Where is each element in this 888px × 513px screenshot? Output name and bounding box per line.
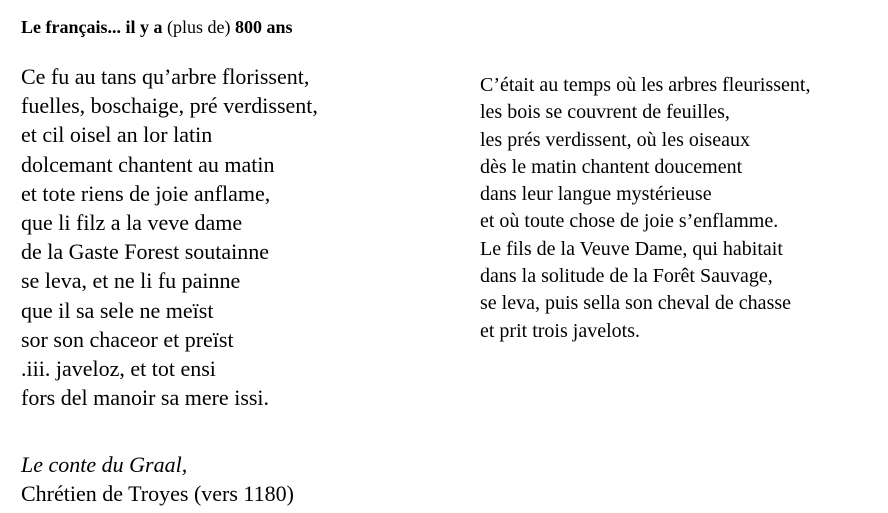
translation-line: dans la solitude de la Forêt Sauvage,	[480, 265, 773, 288]
original-text-column	[21, 62, 441, 412]
translation-line: Le fils de la Veuve Dame, qui habitait	[480, 237, 783, 260]
translation-line: et où toute chose de joie s’enflamme.	[480, 210, 779, 233]
translation-line: les bois se couvrent de feuilles,	[480, 101, 730, 124]
original-verse-line: fuelles, boschaige, pré verdissent,	[21, 93, 318, 119]
work-title: Le conte du Graal,	[21, 452, 188, 477]
original-verse-line: .iii. javeloz, et tot ensi	[21, 356, 216, 382]
original-verse-list	[21, 62, 441, 412]
translation-line: C’était au temps où les arbres fleurissent,	[480, 74, 811, 96]
page-title	[21, 16, 293, 38]
original-verse-line: et cil oisel an lor latin	[21, 122, 213, 148]
translation-verse-list	[480, 72, 880, 345]
translation-line: les prés verdissent, où les oiseaux	[480, 128, 750, 151]
translation-line: dans leur langue mystérieuse	[480, 183, 712, 206]
original-verse-line: se leva, et ne li fu painne	[21, 268, 241, 294]
title-part-2: (plus de)	[167, 17, 231, 37]
translation-line: dès le matin chantent doucement	[480, 155, 743, 178]
title-part-3: 800 ans	[234, 17, 293, 37]
original-verse-line: Ce fu au tans qu’arbre florissent,	[21, 64, 310, 89]
translation-line: et prit trois javelots.	[480, 319, 640, 342]
original-verse-line: sor son chaceor et preïst	[21, 326, 234, 352]
source-citation	[21, 450, 294, 508]
original-verse-line: dolcemant chantent au matin	[21, 151, 275, 177]
original-verse-line: que il sa sele ne meïst	[21, 297, 214, 323]
original-verse-line: que li filz a la veve dame	[21, 210, 243, 236]
original-verse-line: et tote riens de joie anflame,	[21, 180, 271, 206]
translation-column	[480, 72, 880, 345]
original-verse-line: fors del manoir sa mere issi.	[21, 385, 270, 411]
author-and-date: Chrétien de Troyes (vers 1180)	[21, 481, 294, 506]
translation-line: se leva, puis sella son cheval de chasse	[480, 292, 792, 315]
original-verse-line: de la Gaste Forest soutainne	[21, 239, 270, 265]
title-part-1: Le français... il y a	[21, 17, 163, 37]
